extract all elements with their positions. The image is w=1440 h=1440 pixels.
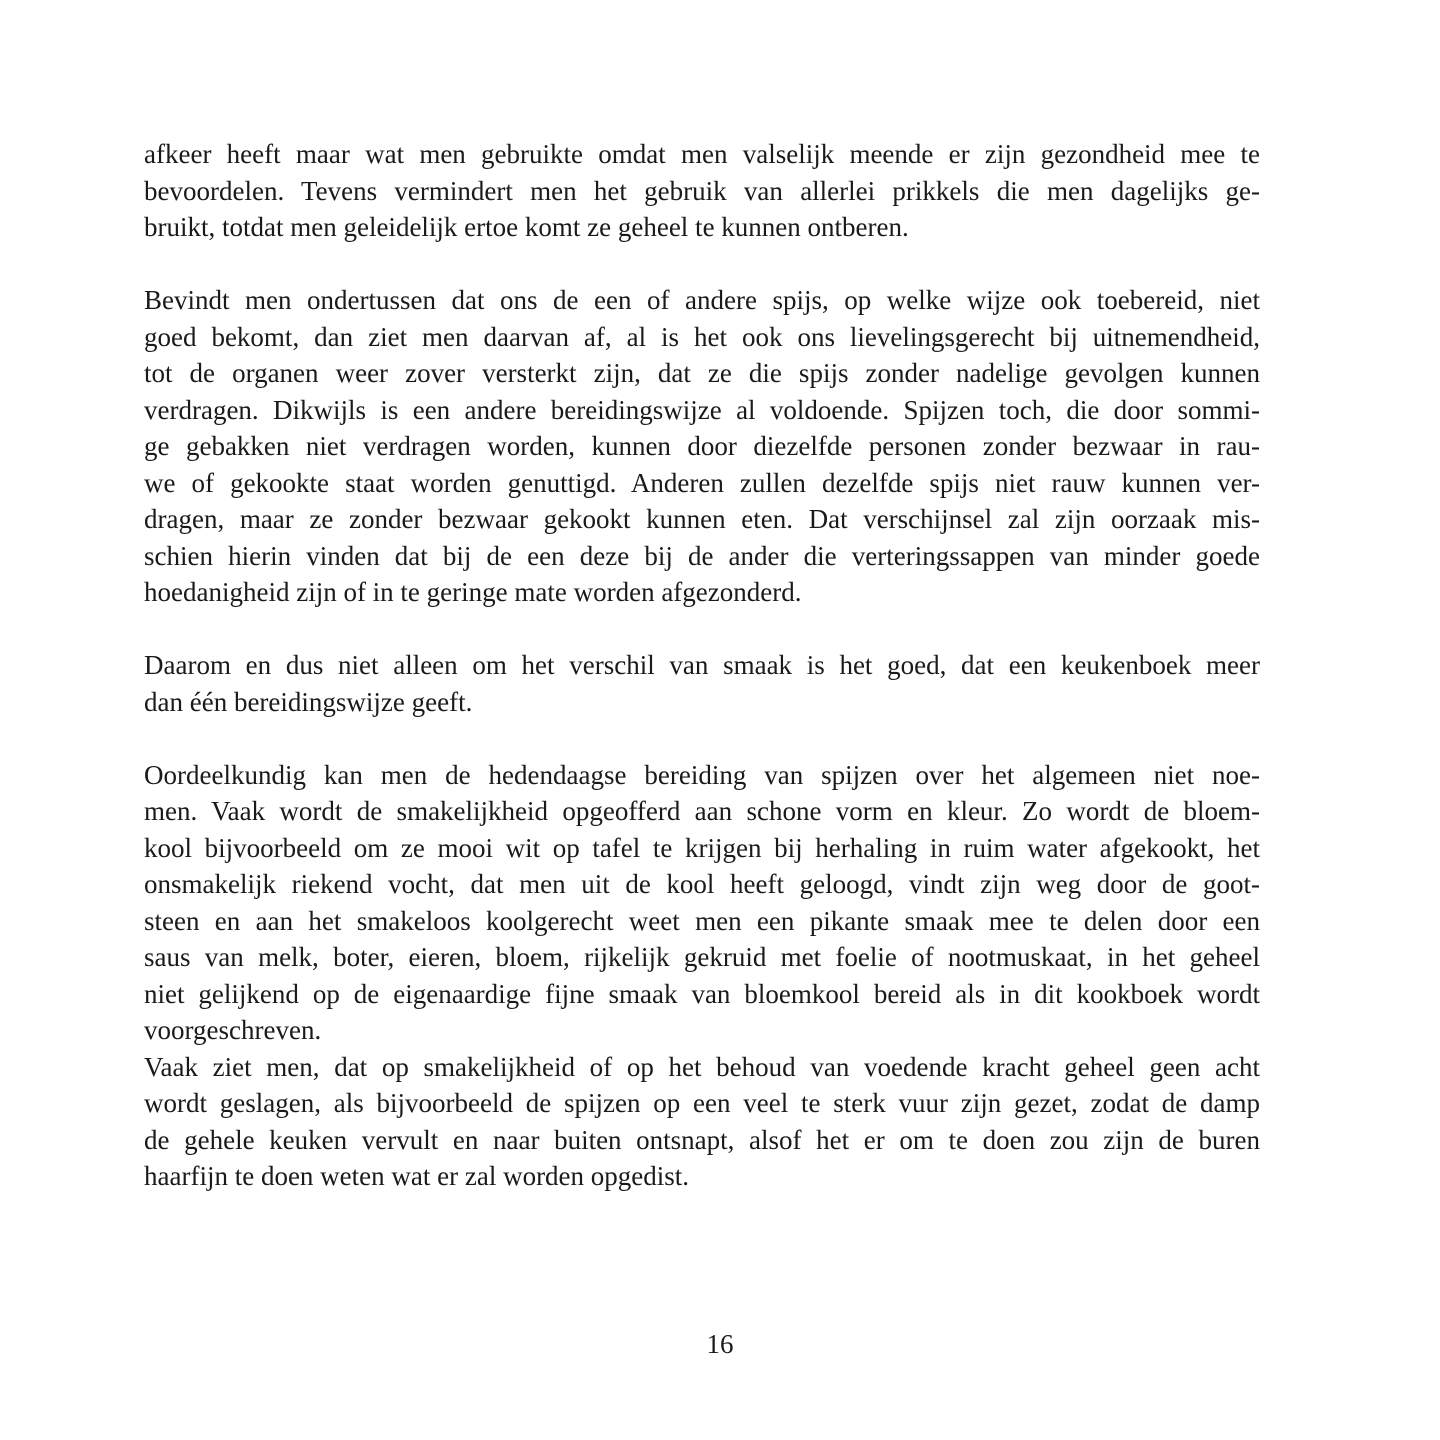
text-line: kool bijvoorbeeld om ze mooi wit op tafel te krijgen bij herhaling in ruim water afgekookt, het: [144, 832, 1260, 863]
text-line: steen en aan het smakeloos koolgerecht weet men een pikante smaak mee te delen door een: [144, 905, 1260, 936]
paragraph-gap: [144, 720, 1260, 757]
text-line: Oordeelkundig kan men de hedendaagse bereiding van spijzen over het algemeen niet noe-: [144, 759, 1260, 790]
text-line: bruikt, totdat men geleidelijk ertoe komt ze geheel te kunnen ontberen.: [144, 212, 909, 242]
text-line: onsmakelijk riekend vocht, dat men uit de kool heeft geloogd, vindt zijn weg door de goot-: [144, 869, 1260, 899]
text-line: voorgeschreven.: [144, 1015, 322, 1045]
paragraph-gap: [144, 611, 1260, 648]
paragraph: [144, 282, 1260, 611]
text-line: de gehele keuken vervult en naar buiten ontsnapt, alsof het er om te doen zou zijn de buren: [144, 1124, 1260, 1155]
text-line: wordt geslagen, als bijvoorbeeld de spijzen op een veel te sterk vuur zijn gezet, zodat de damp: [144, 1088, 1260, 1118]
paragraph-gap: [144, 246, 1260, 283]
text-line: Vaak ziet men, dat op smakelijkheid of op het behoud van voedende kracht geheel geen acht: [144, 1051, 1260, 1082]
text-line: schien hierin vinden dat bij de een deze bij de ander die verteringssappen van minder goede: [144, 540, 1260, 571]
text-line: niet gelijkend op de eigenaardige fijne smaak van bloemkool bereid als in dit kookboek wordt: [144, 978, 1260, 1009]
paragraph: [144, 647, 1260, 720]
text-line: dan één bereidingswijze geeft.: [144, 686, 473, 717]
paragraph: [144, 1049, 1260, 1195]
body-text: [144, 136, 1260, 1195]
text-line: saus van melk, boter, eieren, bloem, rijkelijk gekruid met foelie of nootmuskaat, in het geheel: [144, 942, 1260, 972]
text-line: afkeer heeft maar wat men gebruikte omdat men valselijk meende er zijn gezondheid mee te: [144, 139, 1260, 169]
paragraph: [144, 136, 1260, 246]
text-line: haarfijn te doen weten wat er zal worden opgedist.: [144, 1161, 690, 1191]
text-line: we of gekookte staat worden genuttigd. Anderen zullen dezelfde spijs niet rauw kunnen ver-: [144, 467, 1260, 498]
text-line: goed bekomt, dan ziet men daarvan af, al is het ook ons lievelingsgerecht bij uitnemendheid,: [144, 321, 1260, 352]
text-line: men. Vaak wordt de smakelijkheid opgeofferd aan schone vorm en kleur. Zo wordt de bloem-: [144, 796, 1260, 826]
text-line: bevoordelen. Tevens vermindert men het gebruik van allerlei prikkels die men dagelijks ge-: [144, 175, 1260, 206]
page-number: 16: [706, 1329, 734, 1359]
paragraph: [144, 757, 1260, 1049]
text-line: Bevindt men ondertussen dat ons de een of andere spijs, op welke wijze ook toebereid, niet: [144, 285, 1260, 315]
text-line: Daarom en dus niet alleen om het verschil van smaak is het goed, dat een keukenboek meer: [144, 650, 1260, 680]
text-line: dragen, maar ze zonder bezwaar gekookt kunnen eten. Dat verschijnsel zal zijn oorzaak mis-: [144, 504, 1260, 534]
text-line: tot de organen weer zover versterkt zijn, dat ze die spijs zonder nadelige gevolgen kunnen: [144, 358, 1260, 388]
text-line: hoedanigheid zijn of in te geringe mate worden afgezonderd.: [144, 577, 802, 607]
text-line: verdragen. Dikwijls is een andere bereidingswijze al voldoende. Spijzen toch, die door sommi-: [144, 394, 1260, 425]
text-line: ge gebakken niet verdragen worden, kunnen door diezelfde personen zonder bezwaar in rau-: [144, 431, 1260, 461]
